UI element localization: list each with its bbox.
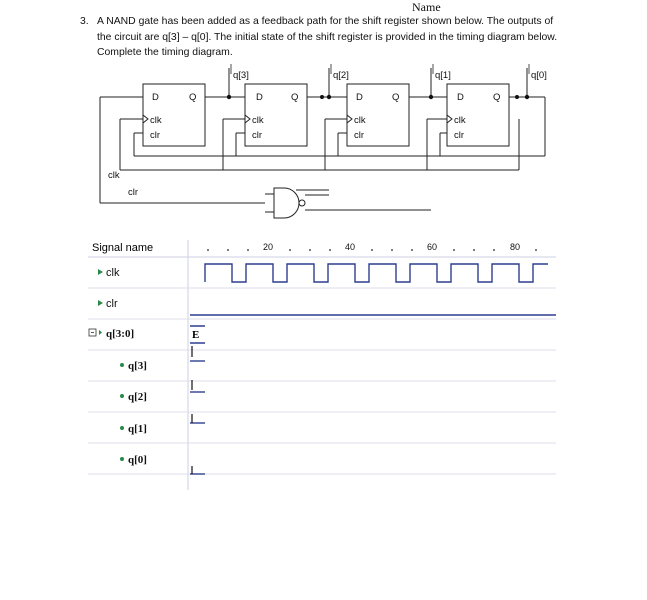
output-label: q[2] [333,70,349,81]
ff-clk-label: clk [150,115,162,126]
output-dot-icon [120,426,124,430]
ff-clk-label: clk [454,115,466,126]
output-label: q[1] [435,70,451,81]
signal-name: clk [106,267,120,279]
ff-clk-label: clk [354,115,366,126]
signal-row-q1[interactable] [120,423,147,435]
ruler-tick-label: 80 [510,242,521,252]
ff-clr-label: clr [150,130,161,141]
bus-value: E [192,329,200,341]
ff-q-label: Q [392,92,400,103]
output-dot-icon [120,457,124,461]
circuit-diagram [0,0,647,240]
output-label: q[3] [233,70,249,81]
signal-name-header: Signal name [92,242,154,254]
ruler-tick-label: 60 [427,242,438,252]
question-text: A NAND gate has been added as a feedback path for the shift register shown below. The outputs of the circuit are q[3] – q[0]. The initial state of the shift register is provided in the timing diagram below. Complete the timing diagram. [97,16,558,58]
question-number: 3. [80,16,89,27]
signal-name: q[3] [128,360,147,372]
ruler-tick-label: 20 [263,242,274,252]
output-label: q[0] [531,70,547,81]
signal-name: q[3:0] [106,328,135,340]
ruler-tick-label: 40 [345,242,356,252]
signal-row-clk[interactable] [98,267,120,279]
ff-clk-label: clk [252,115,264,126]
signal-row-q0[interactable] [120,454,147,466]
signal-row-q3[interactable] [120,360,147,372]
name-label: Name [412,0,441,14]
clk-input-label: clk [108,170,120,181]
signal-name: q[0] [128,454,147,466]
ff-d-label: D [152,92,159,103]
ff-clr-label: clr [354,130,365,141]
clr-input-label: clr [128,187,139,198]
ff-clr-label: clr [454,130,465,141]
signal-name: q[2] [128,391,147,403]
output-arrow-icon [99,330,102,335]
input-arrow-icon [98,300,103,306]
input-arrow-icon [98,269,103,275]
ff-d-label: D [256,92,263,103]
signal-row-q2[interactable] [120,391,147,403]
clk-waveform [205,264,548,282]
output-dot-icon [120,363,124,367]
ff-d-label: D [356,92,363,103]
output-dot-icon [120,394,124,398]
timing-diagram[interactable] [0,230,647,500]
ff-d-label: D [457,92,464,103]
ff-q-label: Q [493,92,501,103]
nand-bubble [299,200,305,206]
nand-gate [274,188,299,218]
signal-row-bus[interactable] [89,328,134,340]
ff-q-label: Q [291,92,299,103]
signal-row-clr[interactable] [98,298,118,310]
ff-clr-label: clr [252,130,263,141]
ff-q-label: Q [189,92,197,103]
signal-name: clr [106,298,118,310]
signal-name: q[1] [128,423,147,435]
